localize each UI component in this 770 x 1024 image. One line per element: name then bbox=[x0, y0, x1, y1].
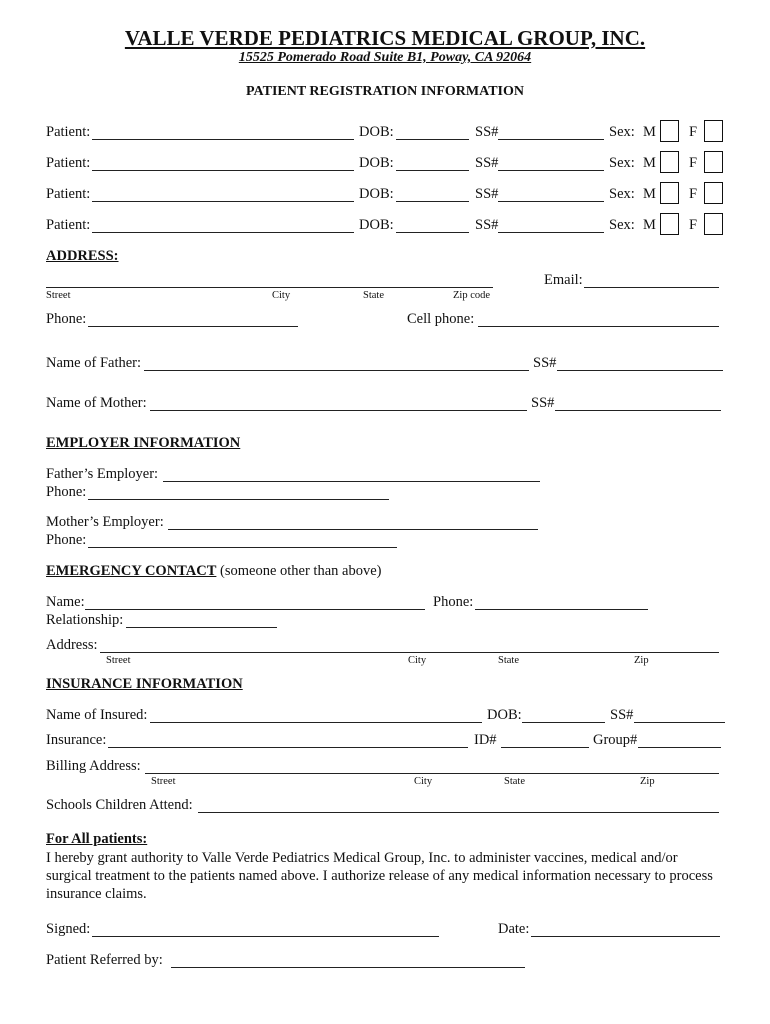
female-label: F bbox=[689, 186, 698, 202]
signed-label: Signed: bbox=[46, 921, 91, 937]
email-field[interactable] bbox=[584, 287, 719, 288]
city-caption: City bbox=[272, 290, 291, 301]
phone-field[interactable] bbox=[88, 326, 298, 327]
patient-name-field[interactable] bbox=[92, 201, 354, 202]
emergency-heading-row bbox=[46, 564, 381, 579]
zip-caption: Zip bbox=[634, 655, 649, 666]
insurance-heading: INSURANCE INFORMATION bbox=[46, 676, 243, 692]
father-employer-phone-label: Phone: bbox=[46, 484, 87, 500]
date-field[interactable] bbox=[531, 936, 720, 937]
insurance-group-field[interactable] bbox=[638, 747, 721, 748]
zip-caption: Zip code bbox=[453, 290, 491, 301]
female-checkbox[interactable] bbox=[704, 182, 723, 204]
schools-label: Schools Children Attend: bbox=[46, 797, 193, 813]
patient-label: Patient: bbox=[46, 124, 91, 140]
cell-phone-label: Cell phone: bbox=[407, 311, 475, 327]
father-ss-field[interactable] bbox=[557, 370, 723, 371]
mother-ss-field[interactable] bbox=[555, 410, 721, 411]
insured-name-label: Name of Insured: bbox=[46, 707, 148, 723]
father-employer-field[interactable] bbox=[163, 481, 540, 482]
patient-name-field[interactable] bbox=[92, 232, 354, 233]
mother-name-label: Name of Mother: bbox=[46, 395, 147, 411]
insured-ss-label: SS# bbox=[610, 707, 634, 723]
state-caption: State bbox=[498, 655, 519, 666]
sex-label: Sex: bbox=[609, 186, 635, 202]
father-employer-phone-field[interactable] bbox=[88, 499, 389, 500]
emergency-name-label: Name: bbox=[46, 594, 85, 610]
mother-employer-phone-label: Phone: bbox=[46, 532, 87, 548]
male-checkbox[interactable] bbox=[660, 151, 679, 173]
dob-label: DOB: bbox=[359, 155, 394, 171]
dob-label: DOB: bbox=[359, 217, 394, 233]
mother-ss-label: SS# bbox=[531, 395, 555, 411]
insured-ss-field[interactable] bbox=[634, 722, 725, 723]
mother-name-field[interactable] bbox=[150, 410, 527, 411]
emergency-address-field[interactable] bbox=[100, 652, 719, 653]
female-label: F bbox=[689, 124, 698, 140]
relationship-field[interactable] bbox=[126, 627, 277, 628]
ss-label: SS# bbox=[475, 186, 499, 202]
insurance-label: Insurance: bbox=[46, 732, 107, 748]
emergency-address-label: Address: bbox=[46, 637, 98, 653]
phone-label: Phone: bbox=[46, 311, 87, 327]
insured-dob-field[interactable] bbox=[522, 722, 605, 723]
email-label: Email: bbox=[544, 272, 583, 288]
male-checkbox[interactable] bbox=[660, 120, 679, 142]
consent-heading: For All patients: bbox=[46, 831, 148, 847]
cell-phone-field[interactable] bbox=[478, 326, 719, 327]
city-caption: City bbox=[408, 655, 427, 666]
sex-label: Sex: bbox=[609, 124, 635, 140]
signature-field[interactable] bbox=[92, 936, 439, 937]
female-label: F bbox=[689, 217, 698, 233]
male-checkbox[interactable] bbox=[660, 213, 679, 235]
mother-employer-label: Mother’s Employer: bbox=[46, 514, 164, 530]
patient-label: Patient: bbox=[46, 217, 91, 233]
patient-name-field[interactable] bbox=[92, 170, 354, 171]
insurance-id-label: ID# bbox=[474, 732, 497, 748]
sex-label: Sex: bbox=[609, 217, 635, 233]
ss-label: SS# bbox=[475, 217, 499, 233]
street-caption: Street bbox=[46, 290, 71, 301]
address-field[interactable] bbox=[46, 287, 493, 288]
male-label: M bbox=[643, 217, 656, 233]
patient-label: Patient: bbox=[46, 155, 91, 171]
clinic-address: 15525 Pomerado Road Suite B1, Poway, CA 92064 bbox=[238, 50, 532, 65]
street-caption: Street bbox=[151, 776, 176, 787]
father-ss-label: SS# bbox=[533, 355, 557, 371]
ss-field[interactable] bbox=[498, 201, 604, 202]
schools-field[interactable] bbox=[198, 812, 719, 813]
male-checkbox[interactable] bbox=[660, 182, 679, 204]
father-employer-label: Father’s Employer: bbox=[46, 466, 159, 482]
patient-name-field[interactable] bbox=[92, 139, 354, 140]
insurance-id-field[interactable] bbox=[501, 747, 589, 748]
emergency-note: (someone other than above) bbox=[220, 563, 382, 579]
ss-field[interactable] bbox=[498, 232, 604, 233]
referred-by-field[interactable] bbox=[171, 967, 525, 968]
state-caption: State bbox=[363, 290, 384, 301]
state-caption: State bbox=[504, 776, 525, 787]
billing-address-field[interactable] bbox=[145, 773, 719, 774]
employer-heading: EMPLOYER INFORMATION bbox=[46, 435, 241, 451]
address-heading: ADDRESS: bbox=[46, 248, 119, 264]
dob-field[interactable] bbox=[396, 232, 469, 233]
relationship-label: Relationship: bbox=[46, 612, 124, 628]
sex-label: Sex: bbox=[609, 155, 635, 171]
dob-label: DOB: bbox=[359, 186, 394, 202]
father-name-label: Name of Father: bbox=[46, 355, 142, 371]
male-label: M bbox=[643, 186, 656, 202]
ss-field[interactable] bbox=[498, 139, 604, 140]
city-caption: City bbox=[414, 776, 433, 787]
female-checkbox[interactable] bbox=[704, 151, 723, 173]
form-title: PATIENT REGISTRATION INFORMATION bbox=[246, 84, 524, 99]
billing-address-label: Billing Address: bbox=[46, 758, 141, 774]
ss-label: SS# bbox=[475, 124, 499, 140]
ss-label: SS# bbox=[475, 155, 499, 171]
zip-caption: Zip bbox=[640, 776, 655, 787]
insured-name-field[interactable] bbox=[150, 722, 482, 723]
emergency-phone-label: Phone: bbox=[433, 594, 474, 610]
patient-label: Patient: bbox=[46, 186, 91, 202]
male-label: M bbox=[643, 155, 656, 171]
female-checkbox[interactable] bbox=[704, 120, 723, 142]
clinic-name: VALLE VERDE PEDIATRICS MEDICAL GROUP, INC. bbox=[124, 26, 646, 50]
dob-label: DOB: bbox=[359, 124, 394, 140]
female-checkbox[interactable] bbox=[704, 213, 723, 235]
dob-field[interactable] bbox=[396, 170, 469, 171]
date-label: Date: bbox=[498, 921, 530, 937]
emergency-heading: EMERGENCY CONTACT bbox=[46, 563, 217, 579]
emergency-phone-field[interactable] bbox=[475, 609, 648, 610]
referred-by-label: Patient Referred by: bbox=[46, 952, 163, 968]
consent-text: I hereby grant authority to Valle Verde Pediatrics Medical Group, Inc. to administer vaccines, medical and/or surgical treatment to the patients named above. I authorize release of any medical information necessary to process insurance claims. bbox=[46, 850, 713, 902]
female-label: F bbox=[689, 155, 698, 171]
father-name-field[interactable] bbox=[144, 370, 529, 371]
street-caption: Street bbox=[106, 655, 131, 666]
mother-employer-phone-field[interactable] bbox=[88, 547, 397, 548]
emergency-name-field[interactable] bbox=[85, 609, 425, 610]
insurance-group-label: Group# bbox=[593, 732, 638, 748]
ss-field[interactable] bbox=[498, 170, 604, 171]
insured-dob-label: DOB: bbox=[487, 707, 522, 723]
dob-field[interactable] bbox=[396, 139, 469, 140]
mother-employer-field[interactable] bbox=[168, 529, 538, 530]
dob-field[interactable] bbox=[396, 201, 469, 202]
insurance-field[interactable] bbox=[108, 747, 468, 748]
male-label: M bbox=[643, 124, 656, 140]
